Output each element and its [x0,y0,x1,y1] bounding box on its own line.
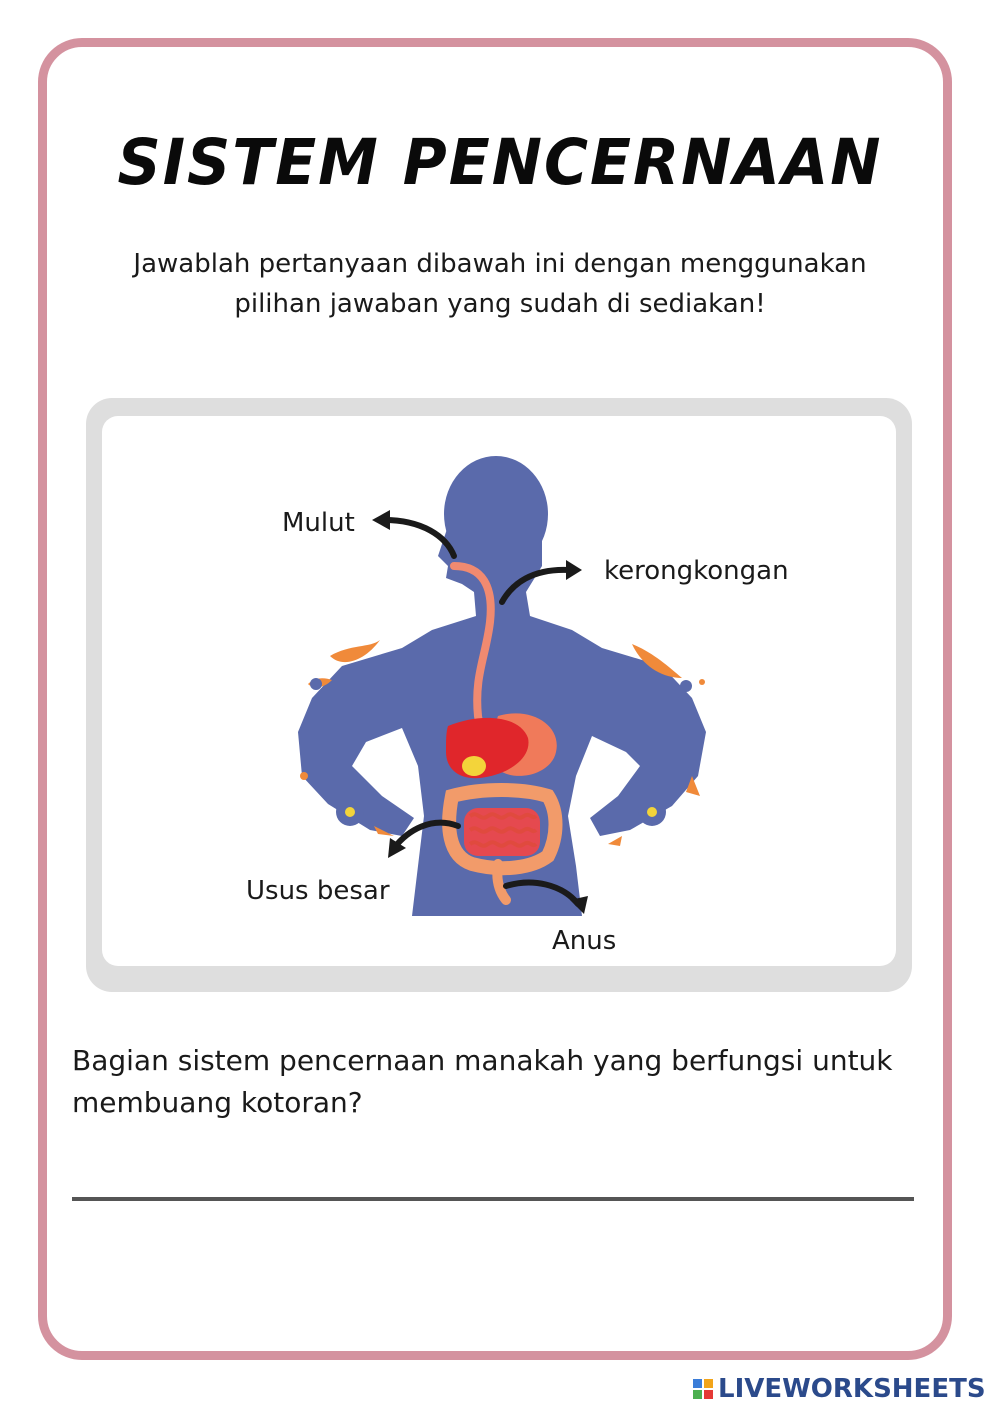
liveworksheets-logo-icon [692,1378,714,1400]
digestive-diagram-panel [86,398,912,992]
answer-input-line[interactable] [72,1197,914,1201]
small-intestine [464,808,540,856]
label-anus: Anus [552,926,617,956]
liveworksheets-watermark [692,1374,986,1404]
question-text [72,1040,942,1124]
watermark-text: LIVEWORKSHEETS [718,1374,986,1404]
label-mulut: Mulut [282,508,355,538]
instruction-text [90,244,910,324]
label-usus-besar: Usus besar [246,876,390,906]
question-line-1: Bagian sistem pencernaan manakah yang berfungsi untuk [72,1044,893,1077]
label-kerongkongan: kerongkongan [604,556,789,586]
instruction-line-2: pilihan jawaban yang sudah di sediakan! [234,289,766,319]
instruction-line-1: Jawablah pertanyaan dibawah ini dengan menggunakan [133,249,867,279]
worksheet-title: SISTEM PENCERNAAN [117,126,883,200]
digestive-system-illustration [102,416,896,966]
digestive-diagram [102,416,896,966]
question-line-2: membuang kotoran? [72,1086,363,1119]
gallbladder [462,756,486,776]
